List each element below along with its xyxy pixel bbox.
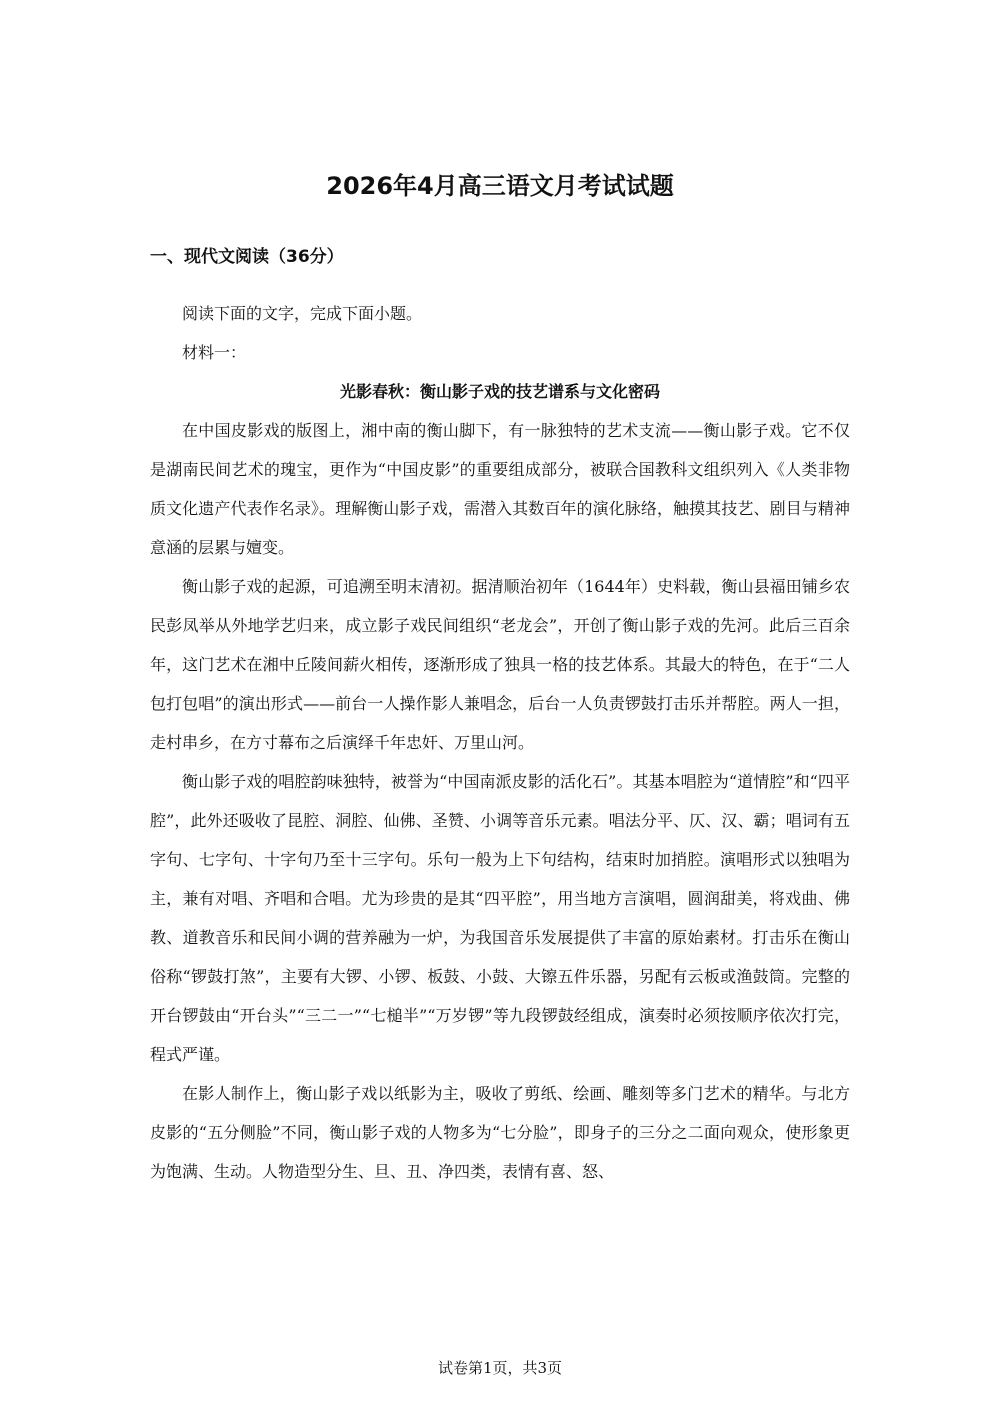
paragraph: 衡山影子戏的唱腔韵味独特，被誉为“中国南派皮影的活化石”。其基本唱腔为“道情腔”和“四平腔”，此外还吸收了昆腔、洞腔、仙佛、圣赞、小调等音乐元素。唱法分平、仄、汉、霸；唱词有五字句、七字句、十字句乃至十三字句。乐句一般为上下句结构，结束时加捎腔。演唱形式以独唱为主，兼有对唱、齐唱和合唱。尤为珍贵的是其“四平腔”，用当地方言演唱，圆润甜美，将戏曲、佛教、道教音乐和民间小调的营养融为一炉，为我国音乐发展提供了丰富的原始素材。打击乐在衡山俗称“锣鼓打煞”，主要有大锣、小锣、板鼓、小鼓、大镲五件乐器，另配有云板或渔鼓筒。完整的开台锣鼓由“开台头”“三二一”“七槌半”“万岁锣”等九段锣鼓经组成，演奏时必须按顺序依次打完，程式严谨。 [150,772,850,1064]
exam-title: 2026年4月高三语文月考试试题 [326,172,674,200]
paragraph: 衡山影子戏的起源，可追溯至明末清初。据清顺治初年（1644年）史料载，衡山县福田铺乡农民彭凤举从外地学艺归来，成立影子戏民间组织“老龙会”，开创了衡山影子戏的先河。此后三百余年，这门艺术在湘中丘陵间薪火相传，逐渐形成了独具一格的技艺体系。其最大的特色，在于“二人包打包唱”的演出形式——前台一人操作影人兼唱念，后台一人负责锣鼓打击乐并帮腔。两人一担，走村串乡，在方寸幕布之后演绎千年忠奸、万里山河。 [150,577,850,752]
section-heading: 一、现代文阅读（36分） [150,247,344,267]
reading-material [150,294,850,1191]
paragraph: 在中国皮影戏的版图上，湘中南的衡山脚下，有一脉独特的艺术支流——衡山影子戏。它不仅是湖南民间艺术的瑰宝，更作为“中国皮影”的重要组成部分，被联合国教科文组织列入《人类非物质文化遗产代表作名录》。理解衡山影子戏，需潜入其数百年的演化脉络，触摸其技艺、剧目与精神意涵的层累与嬗变。 [150,421,850,557]
paragraph: 在影人制作上，衡山影子戏以纸影为主，吸收了剪纸、绘画、雕刻等多门艺术的精华。与北方皮影的“五分侧脸”不同，衡山影子戏的人物多为“七分脸”，即身子的三分之二面向观众，使形象更为饱满、生动。人物造型分生、旦、丑、净四类，表情有喜、怒、 [150,1084,850,1181]
material-label: 材料一： [182,343,247,362]
article-title: 光影春秋：衡山影子戏的技艺谱系与文化密码 [339,382,660,401]
instruction: 阅读下面的文字，完成下面小题。 [182,304,423,323]
page-footer: 试卷第1页，共3页 [437,1359,563,1377]
